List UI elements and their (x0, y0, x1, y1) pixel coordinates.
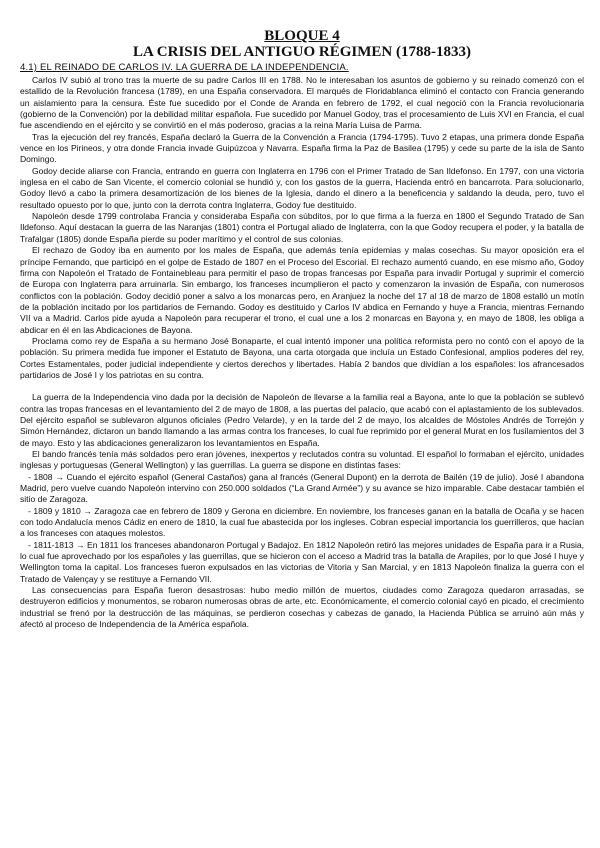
list-item-phase-1809-1810: - 1809 y 1810 → Zaragoza cae en febrero de 1809 y Gerona en diciembre. En noviembre, los franceses ganan en la batalla de Ocaña y se hacen con todo Andalucía menos Cádiz en enero de 1810, la cual fue abastecida por los ingleses. Cobran especial importancia los guerrilleros, que hacían a los franceses con ataques molestos. (20, 505, 584, 539)
block-heading: BLOQUE 4 (264, 28, 340, 44)
section-heading: 4.1) EL REINADO DE CARLOS IV. LA GUERRA DE LA INDEPENDENCIA. (20, 62, 349, 73)
paragraph-jose-bonaparte: Proclama como rey de España a su hermano José Bonaparte, el cual intentó imponer una política reformista pero no contó con el apoyo de la población. Su primera medida fue imponer el Estatuto de Bayona, una carta otorgada que incluía un Estado Confesional, amplios poderes del rey, Cortes Estamentales, poder judicial independiente y ciertos derechos y libertades. Había 2 bandos que dividían a los españoles: los afrancesados partidarios de José I y los patriotas en su contra. (20, 335, 584, 380)
paragraph-guerra-convencion: Tras la ejecución del rey francés, España declaró la Guerra de la Convención a Francia (1794-1795). Tuvo 2 etapas, una primera donde España vence en los Pirineos, y otra donde Francia invade Guipúzcoa y Navarra. España firma la Paz de Basilea (1795) y cede su parte de la isla de Santo Domingo. (20, 131, 584, 165)
page-title: LA CRISIS DEL ANTIGUO RÉGIMEN (1788-1833) (133, 44, 471, 60)
list-item-phase-1808: - 1808 → Cuando el ejército español (General Castaños) gana al francés (General Dupont) en la derrota de Bailén (19 de julio). José I abandona Madrid, pero vuelve cuando Napoleón intervino con 250.000 soldados (“La Grand Armée”) y su avance se hizo imparable. Cabe destacar también el sitio de Zaragoza. (20, 471, 584, 505)
list-item-phase-1811-1813: - 1811-1813 → En 1811 los franceses abandonaron Portugal y Badajoz. En 1812 Napoleón retiró las mejores unidades de España para ir a Rusia, lo cual fue aprovechado por los españoles y las guerrillas, que se hicieron con el acceso a Madrid tras la batalla de Arapiles, por lo que José I huye y Wellington toma la capital. Los franceses fueron expulsados en las victorias de Vitoria y San Marcial, y en 1813 Napoleón finaliza la guerra con el Tratado de Valençay y se restituye a Fernando VII. (20, 539, 584, 584)
paragraph-rechazo-godoy: El rechazo de Godoy iba en aumento por los males de España, que además tenía epidemias y malas cosechas. Su mayor oposición era el príncipe Fernando, que participó en el golpe de Estado de 1807 en el Proceso del Escorial. El rechazo aumentó cuando, en ese mismo año, Godoy firma con Napoleón el Tratado de Fontainebleau para permitir el paso de tropas francesas por España para invadir Portugal y suprimir el comercio de Europa con Inglaterra para arruinarla. Sin embargo, los franceses incumplieron el pacto y comenzaron la invasión de España, con numerosos conflictos con la población. Godoy decidió poner a salvo a los monarcas pero, en Aranjuez la noche del 17 al 18 de marzo de 1808 estalló un motín de la población incitado por los partidarios de Fernando. Godoy es destituido y Carlos IV abdica en Fernando y huye a Francia, mientras Fernando VII va a Madrid. Carlos pide ayuda a Napoleón para recuperar el trono, el cual une a los 2 monarcas en Bayona y, en mayo de 1808, les obliga a abdicar en él en las Abdicaciones de Bayona. (20, 245, 584, 335)
paragraph-napoleon: Napoleón desde 1799 controlaba Francia y consideraba España con súbditos, por lo que firma a la fuerza en 1800 el Segundo Tratado de San Ildefonso. Aquí destacan la guerra de las Naranjas (1801) contra el Portugal aliado de Inglaterra, con la que Godoy recupera el poder, y la batalla de Trafalgar (1805) donde España pierde su poder marítimo y el control de sus colonias. (20, 211, 584, 244)
paragraph-alianza-francia: Godoy decide aliarse con Francia, entrando en guerra con Inglaterra en 1796 con el Primer Tratado de San Ildefonso. En 1797, con una victoria inglesa en el cabo de San Vicente, el comercio colonial se hundió y, con los gastos de la guerra, Hacienda entró en bancarrota. Para solucionarlo, Godoy llevó a cabo la primera desamortización de los bienes de la Iglesia, dando el dinero a la beneficencia y saldando la deuda, pero, tuvo el resultado opuesto por lo que, junto con la derrota contra Inglaterra, Godoy fue destituido. (20, 165, 584, 210)
paragraph-consecuencias: Las consecuencias para España fueron desastrosas: hubo medio millón de muertos, ciudades como Zaragoza quedaron arrasadas, se destruyeron edificios y monumentos, se robaron numerosas obras de arte, etc. Económicamente, el comercio colonial cayó en picado, el crecimiento industrial se frenó por la destrucción de las máquinas, se perdieron cosechas y cabezas de ganado, la Hacienda Pública se arruinó aún más y afectó al proceso de Independencia de la América española. (20, 585, 584, 630)
paragraph-guerra-independencia: La guerra de la Independencia vino dada por la decisión de Napoleón de llevarse a la familia real a Bayona, ante lo que la población se sublevó contra las tropas francesas en el levantamiento del 2 de mayo de 1808, a las puertas del palacio, que acabó con el aplastamiento de los sublevados. Del ejército español se sublevaron algunos oficiales (Pedro Velarde), y en la tarde del 2 de mayo, los alcaldes de Móstoles Andrés de Torrejón y Simón Hernández, dictaron un bando llamando a las armas contra los franceses, lo cual fue reprimido por el general Murat en los fusilamientos del 3 de mayo. Esto y las abdicaciones generalizaron los levantamientos en España. (20, 392, 584, 448)
paragraph-carlos-iv: Carlos IV subió al trono tras la muerte de su padre Carlos III en 1788. No le interesaban los asuntos de gobierno y su reinado comenzó con el estallido de la Revolución francesa (1789), en una España conservadora. El marqués de Floridablanca eliminó el contacto con Francia generando un aislamiento para la censura. Éste fue sucedido por el Conde de Aranda en febrero de 1792, el cual negoció con la Francia revolucionaria (gobierno de la Convención) por la debilidad militar española. Fue sucedido por Manuel Godoy, tras el procesamiento de Luis XVI en Francia, el cual fue ascendiendo en el ejército y se convirtió en el más poderoso, gracias a la reina María Luisa de Parma. (20, 75, 584, 131)
document-body (20, 75, 584, 631)
paragraph-bandos: El bando francés tenía más soldados pero eran jóvenes, inexpertos y reclutados contra su voluntad. El español lo formaban el ejército, unidades inglesas y portuguesas (General Wellington) y las guerrillas. La guerra se dispone en distintas fases: (20, 449, 584, 471)
